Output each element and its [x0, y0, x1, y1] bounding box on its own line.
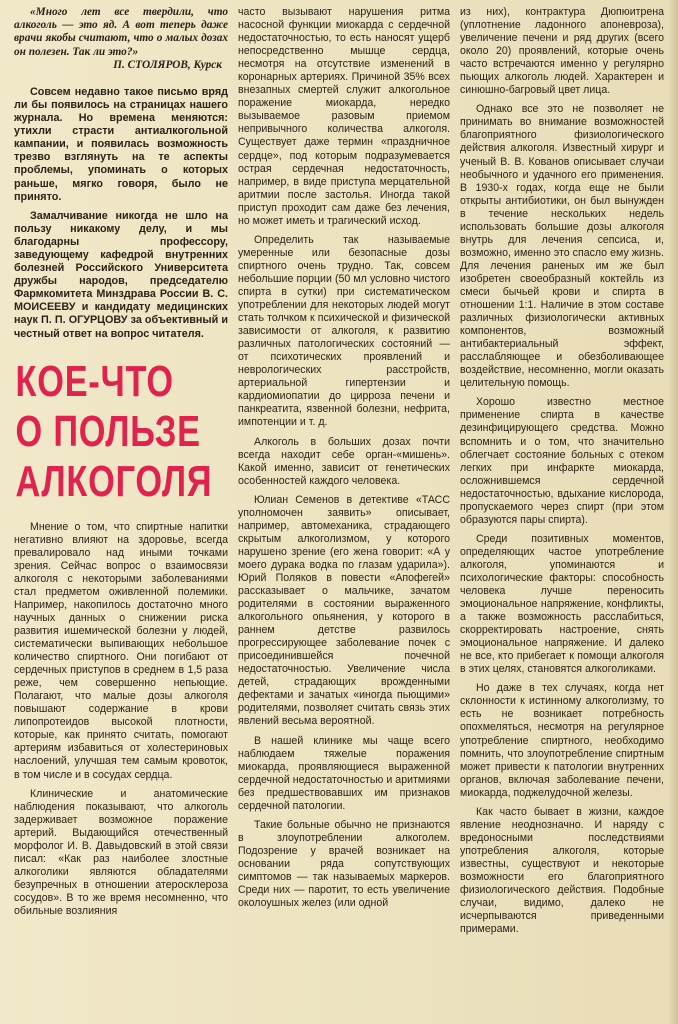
- body-paragraph: Юлиан Семенов в детективе «ТАСС уполномочен заявить» описывает, например, автомеханика, страдающего скрытым алкоголизмом, у которого нарушено зрение (его жена говорит: «А у моего дурака водка по глазам ударила»). Юрий Поляков в повести «Апофегей» рассказывает о мальчике, зачатом родителями в состоянии выраженного алкогольного опьянения, у которого в раннем детстве развилось прогрессирующее заболевание почек с присоединившейся почечной недостаточностью. Увеличение числа детей, страдающих врожденными дефектами и зачатых «иногда пьющими» родителями, позволяет считать связь этих явлений весьма вероятной.: [238, 493, 450, 728]
- epigraph-quote: «Много лет все твердили, что алкоголь — это яд. А вот теперь даже врачи якобы считают, что о малых дозах он полезен. Так ли это?»: [14, 6, 228, 58]
- intro-paragraph: Замалчивание никогда не шло на пользу никакому делу, и мы благодарны профессору, заведующему кафедрой внутренних болезней Российского Университета дружбы народов, председателю Фармкомитета Минздрава России В. С. МОИСЕЕВУ и кандидату медицинских наук П. П. ОГУРЦОВУ за объективный и честный ответ на вопрос читателя.: [14, 209, 228, 340]
- page-fold-shadow: [668, 0, 678, 1024]
- column-3: [456, 0, 668, 1024]
- column-2: [234, 0, 454, 1024]
- body-paragraph: Алкоголь в больших дозах почти всегда находит себе орган-«мишень». Какой именно, зависит от генетических особенностей каждого человека.: [238, 435, 450, 487]
- headline-line: КОЕ-ЧТО: [15, 356, 174, 406]
- body-paragraph: Среди позитивных моментов, определяющих частое употребление алкоголя, упоминаются и психологические факторы: способность человека лучше переносить эмоциональное напряжение, конфликты, а также возможность расслабиться, скорректировать настроение, снять эмоциональное напряжение. И далеко не все, кто прибегает к помощи алкоголя в этих целях, становятся алкоголиками.: [460, 532, 664, 676]
- body-paragraph: Клинические и анатомические наблюдения показывают, что алкоголь задерживает возможное поражение артерий. Выдающийся отечественный морфолог И. В. Давыдовский в этой связи писал: «Как раз наиболее злостные алкоголики являются обладателями безупречных в отношении атеросклероза сосудов». В то же время несомненно, что обильные возлияния: [14, 787, 228, 917]
- epigraph-author: П. СТОЛЯРОВ, Курск: [113, 58, 222, 71]
- intro-paragraph: Совсем недавно такое письмо вряд ли бы появилось на страницах нашего журнала. Но времена меняются: утихли страсти антиалкогольной кампании, и появилась возможность трезво взглянуть на те аспекты проблемы, упоминать о которых раньше, мягко говоря, было не принято.: [14, 85, 228, 203]
- body-paragraph: Мнение о том, что спиртные напитки негативно влияют на здоровье, всегда превалировало над иными точками зрения. Сейчас вопрос о взаимосвязи алкоголя с некоторыми заболеваниями стал предметом оживленной полемики. Например, накопилось достаточно много научных данных о снижении риска развития ишемической болезни у людей, систематически выпивающих небольшое количество спиртного. Они погибают от сердечных приступов в среднем в 1,5 раза реже, чем совершенно непьющие. Полагают, что малые дозы алкоголя повышают содержание в крови липопротеидов высокой плотности, которые, как принято считать, помогают артериям избавиться от холестериновых наслоений, улучшая тем самым кровоток, в том числе и в сосудах сердца.: [14, 520, 228, 781]
- article-body-col1: [14, 521, 228, 918]
- body-paragraph: Однако все это не позволяет не принимать во внимание возможностей благоприятного физиологического действия алкоголя. Известный хирург и ученый В. В. Кованов описывает случаи необычного и удачного его применения. В 1930-х годах, когда еще не были открыты антибиотики, он был вынужден в течение нескольких недель использовать большие дозы алкоголя внутрь для лечения сепсиса, и, возможно, именно это спасло ему жизнь. Для лечения раненых им же был изобретен своеобразный коктейль из смеси бычьей крови и спирта в отношении 1:1. Наличие в этом составе различных физиологически активных компонентов, возможный антибактериальный эффект, расслабляющее и обезболивающее воздействие, несомненно, могли оказать целительную помощь.: [460, 103, 664, 390]
- editorial-intro: [14, 86, 228, 341]
- column-1: [10, 0, 232, 1024]
- body-paragraph: В нашей клинике мы чаще всего наблюдаем тяжелые поражения миокарда, проявляющиеся выраженной сердечной недостаточностью и аритмиями без предшествовавших им признаков сердечной патологии.: [238, 734, 450, 812]
- article-headline: [14, 356, 213, 507]
- body-paragraph: Определить так называемые умеренные или безопасные дозы спиртного очень трудно. Так, совсем небольшие порции (50 мл условно чистого спирта в сутки) при систематическом употреблении для некоторых людей могут стать толчком к психической и физической зависимости от алкоголя, к развитию различных патологических состояний — от психотических проявлений и неврологических расстройств, артериальной гипертензии и кардиомиопатии до цирроза печени и панкреатита, язвенной болезни, нефрита, импотенции и т. д.: [238, 233, 450, 429]
- body-paragraph: часто вызывают нарушения ритма насосной функции миокарда с сердечной недостаточностью, то есть наносят ущерб непосредственно мышце сердца, несмотря на отсутствие изменений в коронарных артериях. Причиной 35% всех внезапных смертей служит алкогольное поражение миокарда, нередко вызываемое разовым приемом непривычного количества алкоголя. Существует даже термин «праздничное сердце», под которым подразумевается острая сердечная недостаточность, например, в виде приступа мерцательной аритмии после застолья. Иногда такой приступ проходит сам даже без лечения, но может иметь и трагический исход.: [238, 6, 450, 227]
- body-paragraph: из них), контрактура Дюпюитрена (уплотнение ладонного апоневроза), увеличение печени и ряд других (всего около 20) проявлений, которые очень часто встречаются именно у регулярно пьющих алкоголь людей. Характерен и синюшно-багровый цвет лица.: [460, 6, 664, 97]
- body-paragraph: Хорошо известно местное применение спирта в качестве дезинфицирующего средства. Можно вспомнить и о том, что значительно облегчает состояние больных с отеком легких при инфаркте миокарда, осложнившемся сердечной недостаточностью, вдыхание кислорода, пропускаемого через спирт (при этом образуются пары спирта).: [460, 396, 664, 526]
- headline-line: О ПОЛЬЗЕ: [15, 406, 201, 456]
- body-paragraph: Как часто бывает в жизни, каждое явление неоднозначно. И наряду с вредоносными последствиями употребления алкоголя, которые известны, существуют и некоторые возможности его благоприятного физиологического действия. Подобные случаи, видимо, далеко не исчерпываются приведенными примерами.: [460, 805, 664, 936]
- body-paragraph: Такие больные обычно не признаются в злоупотреблении алкоголем. Подозрение у врачей возникает на основании ряда сопутствующих симптомов — так называемых маркеров. Среди них — паротит, то есть увеличение околоушных желез (или одной: [238, 818, 450, 910]
- body-paragraph: Но даже в тех случаях, когда нет склонности к истинному алкоголизму, то есть не возникает потребность опохмеляться, несмотря на регулярное употребление спиртного, необходимо помнить, что злоупотребление спиртным может привести к патологии внутренних органов, включая заболевание печени, миокарда, поджелудочной железы.: [460, 682, 664, 799]
- headline-line: АЛКОГОЛЯ: [15, 456, 213, 506]
